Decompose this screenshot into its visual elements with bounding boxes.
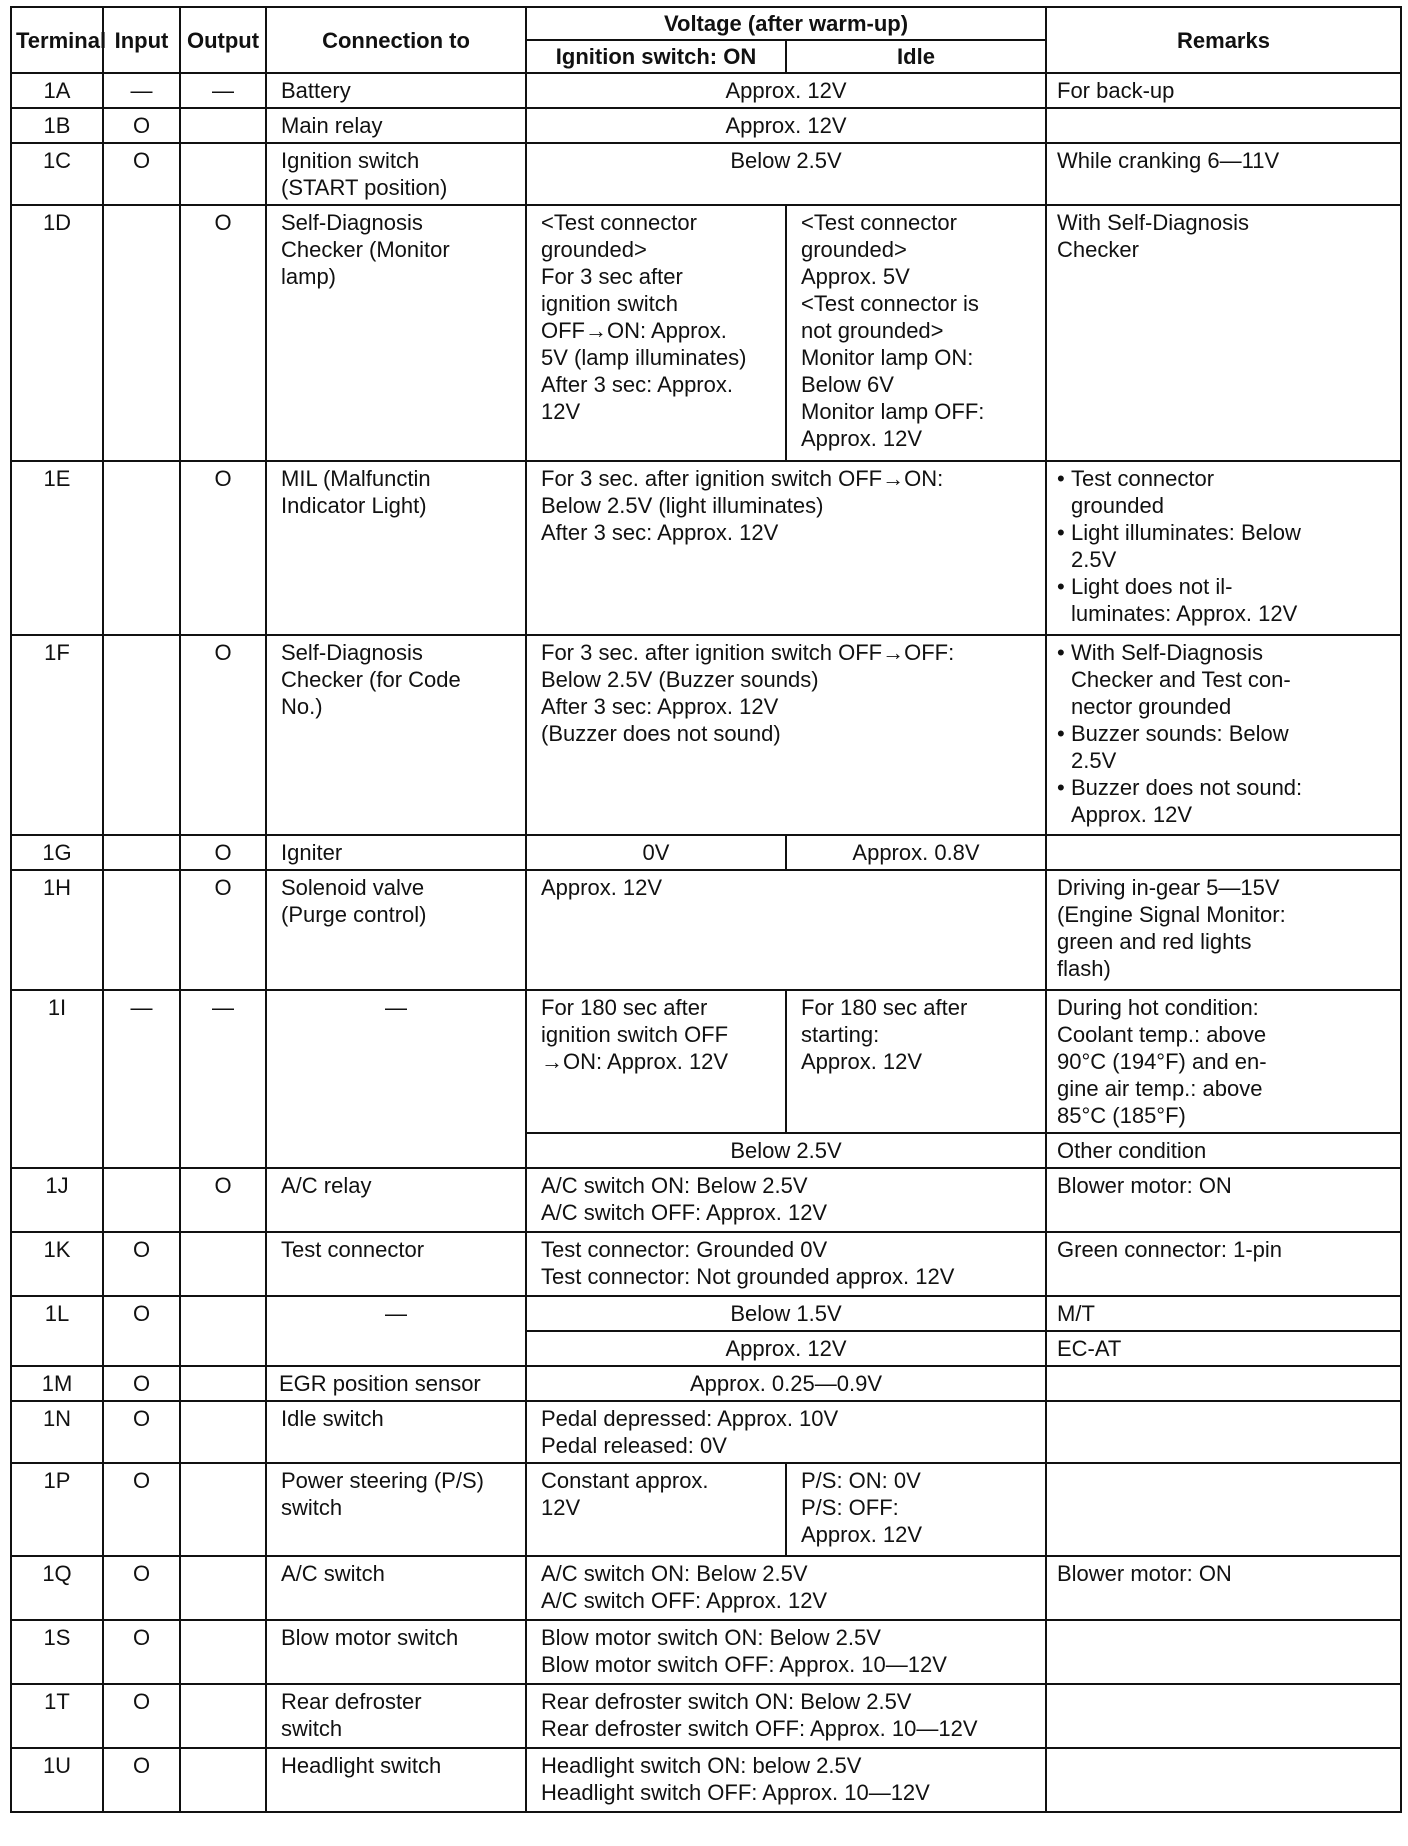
output-cell: O	[180, 461, 266, 635]
terminal-cell: 1F	[11, 635, 103, 835]
remarks-cell: While cranking 6—11V	[1046, 143, 1401, 205]
terminal-cell: 1N	[11, 1401, 103, 1463]
idle-cell: For 180 sec after starting: Approx. 12V	[786, 990, 1046, 1133]
remarks-cell: During hot condition: Coolant temp.: above 90°C (194°F) and en- gine air temp.: above 85°C (185°F)	[1046, 990, 1401, 1133]
output-cell	[180, 1232, 266, 1296]
remarks-cell	[1046, 835, 1401, 870]
output-cell: —	[180, 990, 266, 1168]
remarks-cell: Other condition	[1046, 1133, 1401, 1168]
input-cell	[103, 1168, 180, 1232]
terminal-cell: 1Q	[11, 1556, 103, 1620]
header-voltage: Voltage (after warm-up)	[526, 7, 1046, 40]
terminal-cell: 1H	[11, 870, 103, 990]
table-row	[11, 1748, 1401, 1812]
input-cell: O	[103, 1463, 180, 1556]
header-ignition-on: Ignition switch: ON	[526, 40, 786, 73]
header-input: Input	[103, 7, 180, 73]
remarks-cell	[1046, 1748, 1401, 1812]
remarks-cell	[1046, 1463, 1401, 1556]
remarks-cell	[1046, 1620, 1401, 1684]
output-cell	[180, 1463, 266, 1556]
connection-cell: Rear defroster switch	[266, 1684, 526, 1748]
output-cell	[180, 108, 266, 143]
connection-cell: Battery	[266, 73, 526, 108]
remarks-cell	[1046, 1684, 1401, 1748]
terminal-cell: 1C	[11, 143, 103, 205]
table-row	[11, 835, 1401, 870]
table-row	[11, 108, 1401, 143]
input-cell	[103, 461, 180, 635]
header-terminal: Terminal	[11, 7, 103, 73]
input-cell: O	[103, 1684, 180, 1748]
table-row	[11, 143, 1401, 205]
voltage-cell: Approx. 0.25—0.9V	[526, 1366, 1046, 1401]
input-cell: O	[103, 143, 180, 205]
connection-cell: Ignition switch (START position)	[266, 143, 526, 205]
header-idle: Idle	[786, 40, 1046, 73]
remarks-cell: Blower motor: ON	[1046, 1168, 1401, 1232]
voltage-cell: Pedal depressed: Approx. 10V Pedal released: 0V	[526, 1401, 1046, 1463]
remarks-cell: Blower motor: ON	[1046, 1556, 1401, 1620]
input-cell: O	[103, 108, 180, 143]
table-row	[11, 1684, 1401, 1748]
input-cell: O	[103, 1232, 180, 1296]
terminal-cell: 1S	[11, 1620, 103, 1684]
connection-cell: Self-Diagnosis Checker (Monitor lamp)	[266, 205, 526, 461]
remark-bullet: • Light does not il- luminates: Approx. 12V	[1057, 573, 1392, 627]
table-row	[11, 990, 1401, 1133]
ignition-on-cell: Constant approx. 12V	[526, 1463, 786, 1556]
terminal-cell: 1D	[11, 205, 103, 461]
terminal-cell: 1G	[11, 835, 103, 870]
connection-cell: A/C switch	[266, 1556, 526, 1620]
output-cell: O	[180, 835, 266, 870]
input-cell	[103, 205, 180, 461]
ignition-on-cell: For 180 sec after ignition switch OFF →ON: Approx. 12V	[526, 990, 786, 1133]
table-row	[11, 1556, 1401, 1620]
input-cell: O	[103, 1366, 180, 1401]
connection-cell: —	[266, 1296, 526, 1366]
remarks-cell: With Self-Diagnosis Checker	[1046, 205, 1401, 461]
input-cell: —	[103, 990, 180, 1168]
table-row	[11, 1168, 1401, 1232]
input-cell: O	[103, 1401, 180, 1463]
connection-cell: Self-Diagnosis Checker (for Code No.)	[266, 635, 526, 835]
ignition-on-cell: 0V	[526, 835, 786, 870]
voltage-cell: Below 2.5V	[526, 1133, 1046, 1168]
output-cell	[180, 1401, 266, 1463]
remark-bullet: • Buzzer does not sound: Approx. 12V	[1057, 774, 1392, 828]
voltage-cell: Approx. 12V	[526, 870, 1046, 990]
output-cell: O	[180, 635, 266, 835]
connection-cell: Headlight switch	[266, 1748, 526, 1812]
connection-cell: A/C relay	[266, 1168, 526, 1232]
voltage-cell: Approx. 12V	[526, 1331, 1046, 1366]
table-row	[11, 1296, 1401, 1331]
table-row	[11, 1463, 1401, 1556]
table-row	[11, 1401, 1401, 1463]
input-cell: O	[103, 1748, 180, 1812]
voltage-cell: Test connector: Grounded 0V Test connector: Not grounded approx. 12V	[526, 1232, 1046, 1296]
voltage-cell: Below 2.5V	[526, 143, 1046, 205]
table-row	[11, 1366, 1401, 1401]
terminal-cell: 1J	[11, 1168, 103, 1232]
remarks-cell: Green connector: 1-pin	[1046, 1232, 1401, 1296]
remarks-cell	[1046, 1366, 1401, 1401]
remarks-cell	[1046, 635, 1401, 835]
voltage-cell: Headlight switch ON: below 2.5V Headlight switch OFF: Approx. 10—12V	[526, 1748, 1046, 1812]
table-row	[11, 870, 1401, 990]
terminal-cell: 1L	[11, 1296, 103, 1366]
voltage-cell: A/C switch ON: Below 2.5V A/C switch OFF: Approx. 12V	[526, 1168, 1046, 1232]
connection-cell: Blow motor switch	[266, 1620, 526, 1684]
input-cell	[103, 870, 180, 990]
remark-bullet: • Test connector grounded	[1057, 465, 1392, 519]
idle-cell: Approx. 0.8V	[786, 835, 1046, 870]
terminal-cell: 1E	[11, 461, 103, 635]
input-cell	[103, 835, 180, 870]
remark-bullet: • With Self-Diagnosis Checker and Test con- nector grounded	[1057, 639, 1392, 720]
header-remarks: Remarks	[1046, 7, 1401, 73]
table-row	[11, 1232, 1401, 1296]
voltage-cell: For 3 sec. after ignition switch OFF→ON: Below 2.5V (light illuminates) After 3 sec: Approx. 12V	[526, 461, 1046, 635]
output-cell: O	[180, 205, 266, 461]
table-row	[11, 73, 1401, 108]
header-output: Output	[180, 7, 266, 73]
remarks-cell: Driving in-gear 5—15V (Engine Signal Monitor: green and red lights flash)	[1046, 870, 1401, 990]
connection-cell: MIL (Malfunctin Indicator Light)	[266, 461, 526, 635]
terminal-cell: 1T	[11, 1684, 103, 1748]
input-cell: O	[103, 1556, 180, 1620]
remarks-cell: For back-up	[1046, 73, 1401, 108]
remarks-cell	[1046, 461, 1401, 635]
output-cell	[180, 1748, 266, 1812]
output-cell	[180, 1366, 266, 1401]
connection-cell: Idle switch	[266, 1401, 526, 1463]
table-row	[11, 635, 1401, 835]
table-row	[11, 205, 1401, 461]
table-row	[11, 461, 1401, 635]
table-row	[11, 1620, 1401, 1684]
terminal-cell: 1B	[11, 108, 103, 143]
output-cell	[180, 143, 266, 205]
voltage-cell: Rear defroster switch ON: Below 2.5V Rear defroster switch OFF: Approx. 10—12V	[526, 1684, 1046, 1748]
terminal-cell: 1K	[11, 1232, 103, 1296]
output-cell	[180, 1296, 266, 1366]
remark-bullet: • Buzzer sounds: Below 2.5V	[1057, 720, 1392, 774]
voltage-cell: A/C switch ON: Below 2.5V A/C switch OFF: Approx. 12V	[526, 1556, 1046, 1620]
remarks-cell: EC-AT	[1046, 1331, 1401, 1366]
remark-bullet: • Light illuminates: Below 2.5V	[1057, 519, 1392, 573]
connection-cell: Igniter	[266, 835, 526, 870]
terminal-voltage-table	[10, 6, 1402, 1813]
voltage-cell: For 3 sec. after ignition switch OFF→OFF: Below 2.5V (Buzzer sounds) After 3 sec: Approx. 12V (Buzzer does not sound)	[526, 635, 1046, 835]
connection-cell: —	[266, 990, 526, 1168]
voltage-cell: Blow motor switch ON: Below 2.5V Blow motor switch OFF: Approx. 10—12V	[526, 1620, 1046, 1684]
remarks-cell: M/T	[1046, 1296, 1401, 1331]
terminal-cell: 1U	[11, 1748, 103, 1812]
input-cell: O	[103, 1296, 180, 1366]
idle-cell: <Test connector grounded> Approx. 5V <Test connector is not grounded> Monitor lamp ON: Below 6V Monitor lamp OFF: Approx. 12V	[786, 205, 1046, 461]
output-cell	[180, 1684, 266, 1748]
output-cell	[180, 1556, 266, 1620]
terminal-cell: 1P	[11, 1463, 103, 1556]
idle-cell: P/S: ON: 0V P/S: OFF: Approx. 12V	[786, 1463, 1046, 1556]
output-cell	[180, 1620, 266, 1684]
connection-cell: Solenoid valve (Purge control)	[266, 870, 526, 990]
connection-cell: Main relay	[266, 108, 526, 143]
terminal-cell: 1I	[11, 990, 103, 1168]
output-cell: —	[180, 73, 266, 108]
remarks-cell	[1046, 108, 1401, 143]
voltage-cell: Approx. 12V	[526, 108, 1046, 143]
output-cell: O	[180, 1168, 266, 1232]
input-cell	[103, 635, 180, 835]
header-connection: Connection to	[266, 7, 526, 73]
ignition-on-cell: <Test connector grounded> For 3 sec after ignition switch OFF→ON: Approx. 5V (lamp illuminates) After 3 sec: Approx. 12V	[526, 205, 786, 461]
output-cell: O	[180, 870, 266, 990]
input-cell: O	[103, 1620, 180, 1684]
connection-cell: Power steering (P/S) switch	[266, 1463, 526, 1556]
voltage-cell: Below 1.5V	[526, 1296, 1046, 1331]
voltage-cell: Approx. 12V	[526, 73, 1046, 108]
remarks-cell	[1046, 1401, 1401, 1463]
terminal-cell: 1A	[11, 73, 103, 108]
connection-cell: EGR position sensor	[266, 1366, 526, 1401]
input-cell: —	[103, 73, 180, 108]
connection-cell: Test connector	[266, 1232, 526, 1296]
terminal-cell: 1M	[11, 1366, 103, 1401]
